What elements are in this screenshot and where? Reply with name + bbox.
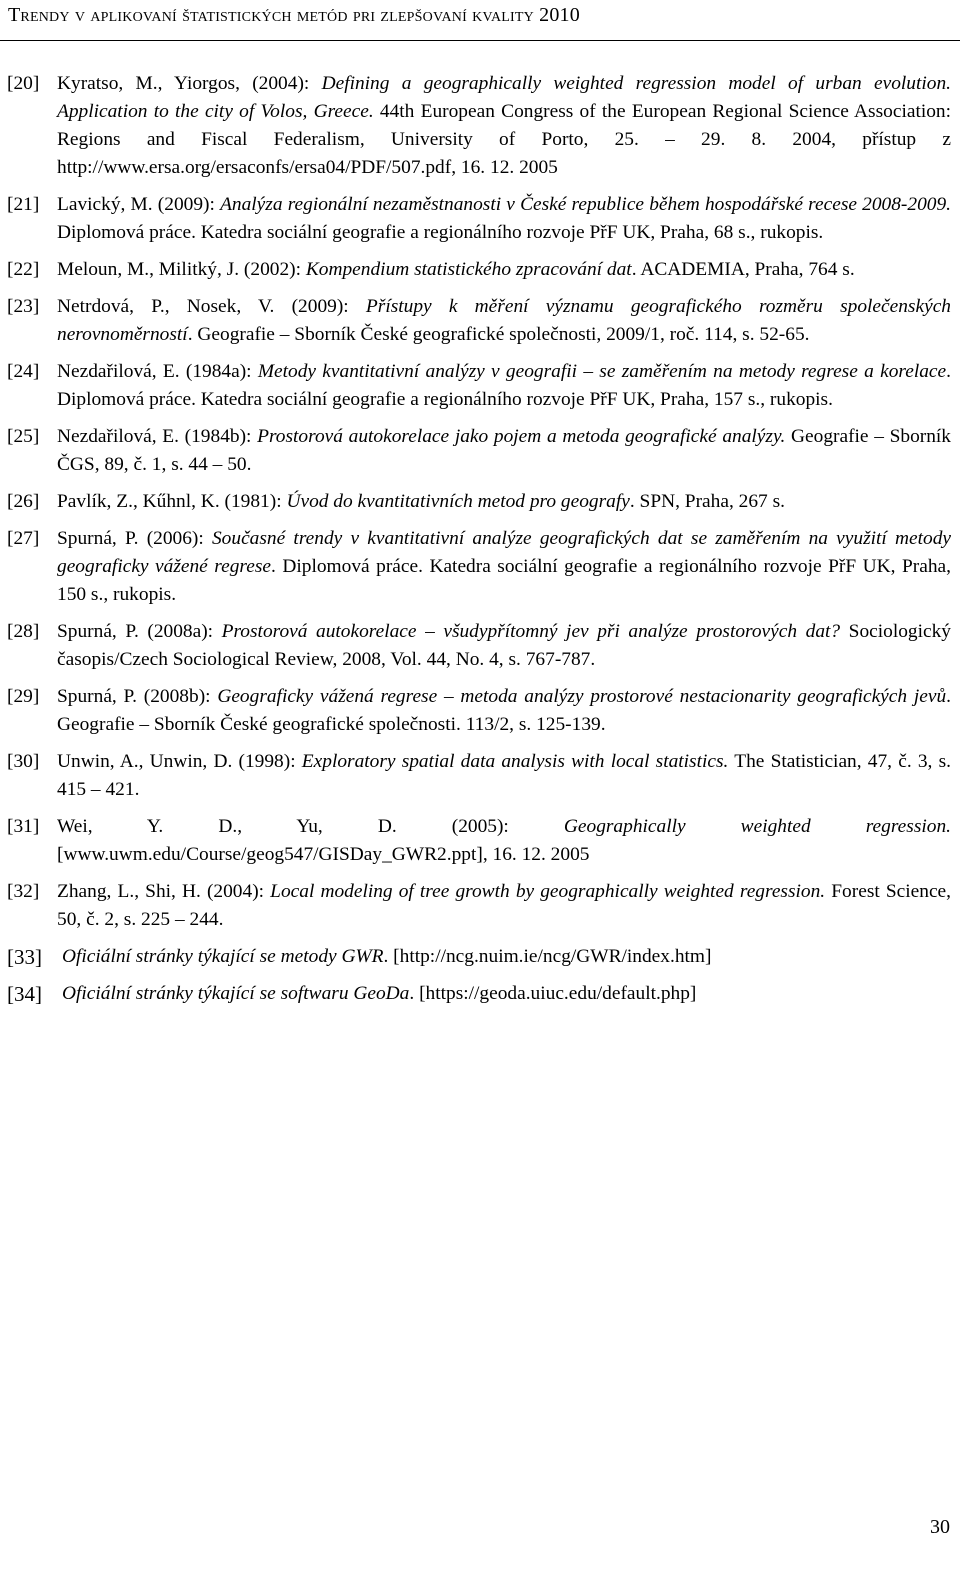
reference-title: Oficiální stránky týkající se metody GWR xyxy=(62,946,384,967)
reference-number: [23] xyxy=(7,296,40,317)
reference-number: [20] xyxy=(7,73,40,94)
reference-text xyxy=(57,423,951,479)
reference-item-29 xyxy=(7,683,951,739)
reference-number: [34] xyxy=(7,982,42,1006)
reference-text xyxy=(57,358,951,414)
reference-item-28 xyxy=(7,618,951,674)
reference-item-25 xyxy=(7,423,951,479)
reference-title: Přístupy k měření významu geografického rozměru společenských nerovnoměrností xyxy=(57,296,951,345)
reference-text xyxy=(57,256,951,284)
reference-text xyxy=(57,813,951,869)
reference-source: 44th European Congress of the European Regional Science Association: Regions and Fiscal Federalism, University of Porto, 25. – 29. 8. 2004, přístup z http://www.ersa.org/ersaconfs/ersa04/PDF/507.pdf, 16. 12. 2005 xyxy=(57,101,951,178)
reference-text xyxy=(57,191,951,247)
reference-title: Oficiální stránky týkající se softwaru GeoDa xyxy=(62,983,410,1004)
reference-item-31 xyxy=(7,813,951,869)
reference-title: Defining a geographically weighted regression model of urban evolution. Application to the city of Volos, Greece. xyxy=(57,73,952,122)
reference-text xyxy=(57,683,951,739)
page-number: 30 xyxy=(930,1516,950,1538)
reference-source: . Diplomová práce. Katedra sociální geografie a regionálního rozvoje PřF UK, Praha, 157 s., rukopis. xyxy=(57,361,951,410)
reference-title: Analýza regionální nezaměstnanosti v České republice během hospodářské recese 2008-2009. xyxy=(220,194,951,215)
reference-authors: Meloun, M., Militký, J. (2002): xyxy=(57,259,306,280)
reference-text xyxy=(57,525,951,609)
reference-item-24 xyxy=(7,358,951,414)
reference-item-20 xyxy=(7,70,951,182)
reference-title: Geographically weighted regression. xyxy=(563,816,951,837)
reference-title: Local modeling of tree growth by geographically weighted regression. xyxy=(270,881,826,902)
reference-title: Metody kvantitativní analýzy v geografii – se zaměřením na metody regrese a korelace xyxy=(257,361,947,382)
reference-authors: Lavický, M. (2009): xyxy=(57,194,221,215)
reference-title: Exploratory spatial data analysis with local statistics. xyxy=(301,751,729,772)
header-rule xyxy=(0,40,960,41)
reference-item-33 xyxy=(7,943,951,971)
reference-number: [27] xyxy=(7,528,40,549)
reference-number: [25] xyxy=(7,426,40,447)
reference-number: [21] xyxy=(7,194,40,215)
reference-item-32 xyxy=(7,878,951,934)
reference-source: . Diplomová práce. Katedra sociální geografie a regionálního rozvoje PřF UK, Praha, 150 s., rukopis. xyxy=(57,556,951,605)
reference-authors: Pavlík, Z., Kűhnl, K. (1981): xyxy=(57,491,287,512)
reference-source: Diplomová práce. Katedra sociální geografie a regionálního rozvoje PřF UK, Praha, 68 s., rukopis. xyxy=(57,222,824,243)
reference-authors: Wei, Y. D., Yu, D. (2005): xyxy=(57,816,564,837)
reference-authors: Kyratso, M., Yiorgos, (2004): xyxy=(57,73,322,94)
reference-item-22 xyxy=(7,256,951,284)
reference-authors: Spurná, P. (2006): xyxy=(57,528,212,549)
reference-source: . ACADEMIA, Praha, 764 s. xyxy=(631,259,855,280)
reference-number: [32] xyxy=(7,881,40,902)
reference-item-34 xyxy=(7,980,951,1008)
reference-authors: Spurná, P. (2008a): xyxy=(57,621,222,642)
reference-title: Kompendium statistického zpracování dat xyxy=(305,259,632,280)
reference-source: . SPN, Praha, 267 s. xyxy=(629,491,785,512)
reference-text xyxy=(57,70,951,182)
reference-text xyxy=(57,878,951,934)
reference-source: Sociologický časopis/Czech Sociological Review, 2008, Vol. 44, No. 4, s. 767-787. xyxy=(57,621,951,670)
reference-item-21 xyxy=(7,191,951,247)
reference-number: [29] xyxy=(7,686,40,707)
reference-authors: Spurná, P. (2008b): xyxy=(57,686,218,707)
reference-number: [22] xyxy=(7,259,40,280)
reference-source: . Geografie – Sborník České geografické společnosti. 113/2, s. 125-139. xyxy=(57,686,951,735)
reference-source: Geografie – Sborník ČGS, 89, č. 1, s. 44 – 50. xyxy=(57,426,952,475)
reference-text xyxy=(57,293,951,349)
reference-number: [28] xyxy=(7,621,40,642)
reference-title: Prostorová autokorelace – všudypřítomný jev při analýze prostorových dat? xyxy=(221,621,841,642)
reference-number: [30] xyxy=(7,751,40,772)
reference-text xyxy=(57,618,951,674)
reference-number: [33] xyxy=(7,945,42,969)
reference-item-30 xyxy=(7,748,951,804)
reference-title: Geograficky vážená regrese – metoda analýzy prostorové nestacionarity geografických jevů xyxy=(217,686,947,707)
reference-item-23 xyxy=(7,293,951,349)
reference-item-27 xyxy=(7,525,951,609)
reference-text xyxy=(62,943,951,971)
reference-source: . [https://geoda.uiuc.edu/default.php] xyxy=(409,983,697,1004)
reference-title: Prostorová autokorelace jako pojem a metoda geografické analýzy. xyxy=(257,426,786,447)
reference-text xyxy=(62,980,951,1008)
reference-authors: Netrdová, P., Nosek, V. (2009): xyxy=(57,296,366,317)
reference-list xyxy=(7,70,951,1017)
reference-authors: Zhang, L., Shi, H. (2004): xyxy=(57,881,271,902)
reference-title: Současné trendy v kvantitativní analýze geografických dat se zaměřením na využití metody geograficky vážené regrese xyxy=(57,528,951,577)
reference-item-26 xyxy=(7,488,951,516)
reference-source: [www.uwm.edu/Course/geog547/GISDay_GWR2.ppt], 16. 12. 2005 xyxy=(57,844,590,865)
reference-text xyxy=(57,748,951,804)
reference-source: . [http://ncg.nuim.ie/ncg/GWR/index.htm] xyxy=(383,946,712,967)
reference-authors: Unwin, A., Unwin, D. (1998): xyxy=(57,751,302,772)
reference-text xyxy=(57,488,951,516)
reference-authors: Nezdařilová, E. (1984a): xyxy=(57,361,258,382)
running-header: Trendy v aplikovaní štatistických metód pri zlepšovaní kvality 2010 xyxy=(8,4,580,26)
reference-number: [24] xyxy=(7,361,40,382)
reference-source: The Statistician, 47, č. 3, s. 415 – 421. xyxy=(57,751,951,800)
reference-source: Forest Science, 50, č. 2, s. 225 – 244. xyxy=(57,881,952,930)
reference-number: [26] xyxy=(7,491,40,512)
reference-authors: Nezdařilová, E. (1984b): xyxy=(57,426,258,447)
reference-title: Úvod do kvantitativních metod pro geografy xyxy=(286,491,630,512)
reference-source: . Geografie – Sborník České geografické společnosti, 2009/1, roč. 114, s. 52-65. xyxy=(187,324,810,345)
reference-number: [31] xyxy=(7,816,40,837)
